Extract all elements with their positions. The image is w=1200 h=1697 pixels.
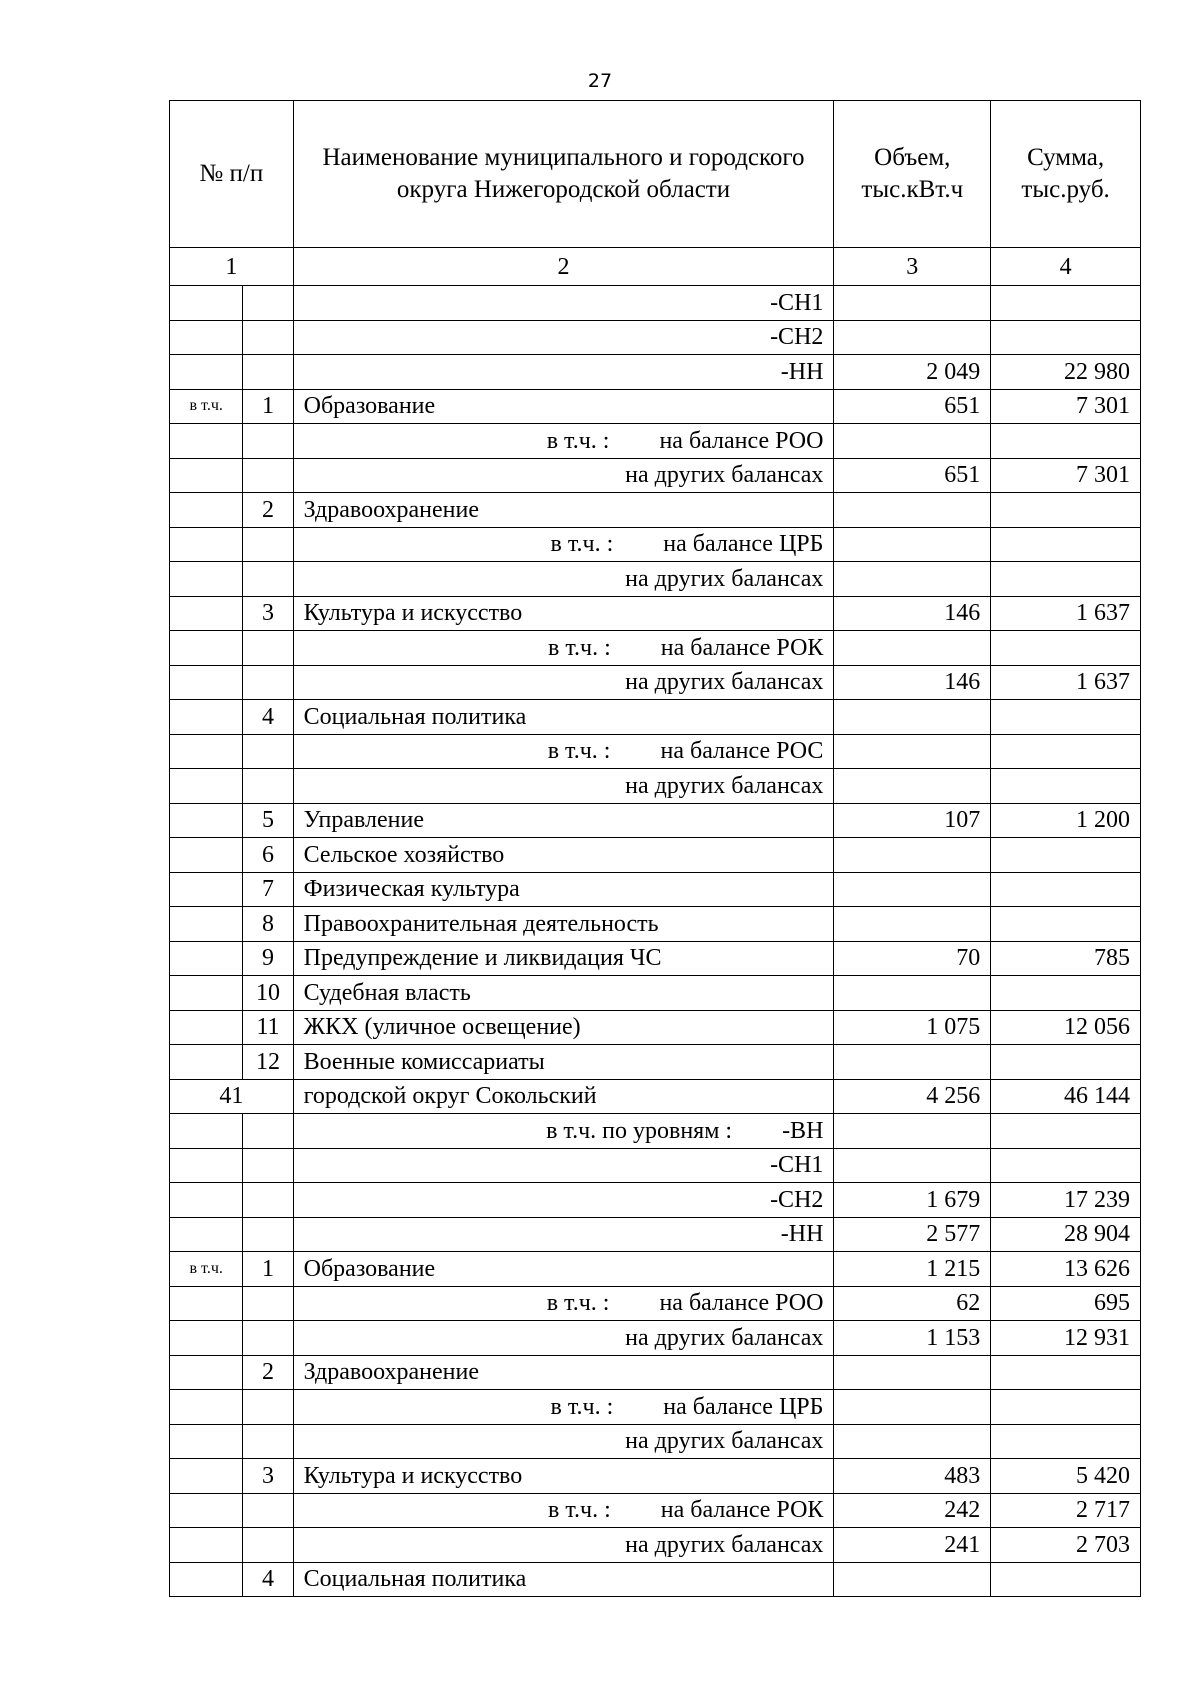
row-sum — [991, 1424, 1141, 1459]
row-name: Здравоохранение — [293, 1355, 834, 1390]
row-index — [243, 458, 293, 493]
table-body — [170, 101, 1141, 1597]
row-sum — [991, 1390, 1141, 1425]
row-sublabel — [293, 1286, 834, 1321]
row-level-label: на других балансах — [293, 769, 834, 804]
row-index: 5 — [243, 803, 293, 838]
header-sum: Сумма, тыс.руб. — [991, 101, 1141, 248]
table-row — [170, 872, 1141, 907]
row-prefix: в т.ч. — [170, 389, 243, 424]
row-sum: 2 717 — [991, 1493, 1141, 1528]
row-name: Культура и искусство — [293, 596, 834, 631]
row-name: Здравоохранение — [293, 493, 834, 528]
row-sum: 28 904 — [991, 1217, 1141, 1252]
row-index: 8 — [243, 907, 293, 942]
table-row — [170, 700, 1141, 735]
row-volume: 146 — [834, 596, 991, 631]
table-row — [170, 1148, 1141, 1183]
table-row — [170, 1183, 1141, 1218]
row-index: 3 — [243, 596, 293, 631]
row-prefix — [170, 1148, 243, 1183]
row-sublabel-wrap — [304, 530, 824, 558]
header-no: № п/п — [170, 101, 294, 248]
row-sum — [991, 424, 1141, 459]
row-prefix — [170, 700, 243, 735]
table-row — [170, 527, 1141, 562]
row-name: Социальная политика — [293, 700, 834, 735]
row-index — [243, 355, 293, 390]
row-prefix — [170, 1562, 243, 1597]
row-volume: 242 — [834, 1493, 991, 1528]
table-row — [170, 665, 1141, 700]
row-sum: 46 144 — [991, 1079, 1141, 1114]
row-sub-prefix: в т.ч. : — [547, 738, 611, 765]
row-group-index: 41 — [170, 1079, 294, 1114]
row-level-label: -СН1 — [293, 1148, 834, 1183]
row-name: Судебная власть — [293, 976, 834, 1011]
row-volume — [834, 1114, 991, 1149]
row-sum — [991, 320, 1141, 355]
row-name: ЖКХ (уличное освещение) — [293, 1010, 834, 1045]
row-sum: 13 626 — [991, 1252, 1141, 1287]
row-sublabel-wrap — [304, 1393, 824, 1421]
row-sub-label: на балансе ЦРБ — [663, 1393, 824, 1420]
row-volume: 483 — [834, 1459, 991, 1494]
table-row — [170, 1424, 1141, 1459]
row-index — [243, 320, 293, 355]
row-prefix — [170, 907, 243, 942]
header-name: Наименование муниципального и городского округа Нижегородской области — [293, 101, 834, 248]
table-row — [170, 320, 1141, 355]
header-volume: Объем, тыс.кВт.ч — [834, 101, 991, 248]
row-level-label: на других балансах — [293, 1321, 834, 1356]
table-row — [170, 1217, 1141, 1252]
row-name: Физическая культура — [293, 872, 834, 907]
row-sum: 12 931 — [991, 1321, 1141, 1356]
table-row — [170, 596, 1141, 631]
row-volume — [834, 1355, 991, 1390]
row-volume — [834, 1424, 991, 1459]
table-row — [170, 1355, 1141, 1390]
row-index — [243, 631, 293, 666]
row-sub-label: на балансе РОО — [659, 427, 824, 454]
row-sum: 1 200 — [991, 803, 1141, 838]
row-index — [243, 527, 293, 562]
row-sub-label: на балансе РОК — [660, 1497, 824, 1524]
row-sum — [991, 1045, 1141, 1080]
row-sum — [991, 1114, 1141, 1149]
row-sum: 22 980 — [991, 355, 1141, 390]
row-volume — [834, 907, 991, 942]
row-prefix — [170, 1114, 243, 1149]
table-row — [170, 1286, 1141, 1321]
row-index — [243, 665, 293, 700]
table-row — [170, 631, 1141, 666]
row-prefix — [170, 665, 243, 700]
row-prefix — [170, 527, 243, 562]
row-index: 2 — [243, 493, 293, 528]
energy-consumption-table — [169, 100, 1141, 1597]
table-row — [170, 389, 1141, 424]
row-sublabel-wrap — [304, 634, 824, 662]
row-level-label: -СН2 — [293, 320, 834, 355]
row-volume — [834, 1045, 991, 1080]
table-row — [170, 562, 1141, 597]
row-prefix: в т.ч. — [170, 1252, 243, 1287]
row-prefix — [170, 1459, 243, 1494]
row-sum — [991, 907, 1141, 942]
row-prefix — [170, 562, 243, 597]
row-prefix — [170, 286, 243, 321]
row-prefix — [170, 838, 243, 873]
row-prefix — [170, 596, 243, 631]
row-prefix — [170, 803, 243, 838]
row-prefix — [170, 941, 243, 976]
row-level-label: -СН2 — [293, 1183, 834, 1218]
row-volume — [834, 424, 991, 459]
row-prefix — [170, 1355, 243, 1390]
row-sub-prefix: в т.ч. : — [546, 427, 610, 454]
row-index: 3 — [243, 1459, 293, 1494]
row-sum — [991, 734, 1141, 769]
row-level-label: на других балансах — [293, 562, 834, 597]
row-index: 10 — [243, 976, 293, 1011]
row-index — [243, 286, 293, 321]
row-level-label: на других балансах — [293, 1424, 834, 1459]
row-volume — [834, 872, 991, 907]
row-sub-label: на балансе РОС — [660, 738, 824, 765]
row-volume: 241 — [834, 1528, 991, 1563]
row-sub-prefix: в т.ч. : — [550, 1393, 614, 1420]
row-sublabel-wrap — [304, 1496, 824, 1524]
row-sum — [991, 872, 1141, 907]
row-volume — [834, 976, 991, 1011]
row-index — [243, 1390, 293, 1425]
row-sub-label: на балансе ЦРБ — [663, 531, 824, 558]
row-sum — [991, 1562, 1141, 1597]
row-sum: 17 239 — [991, 1183, 1141, 1218]
row-volume: 107 — [834, 803, 991, 838]
row-level-label: на других балансах — [293, 665, 834, 700]
row-sublabel-wrap — [304, 427, 824, 455]
row-index — [243, 769, 293, 804]
row-level-label: на других балансах — [293, 458, 834, 493]
row-index — [243, 1528, 293, 1563]
row-level-label: на других балансах — [293, 1528, 834, 1563]
row-sub-prefix: в т.ч. : — [548, 1497, 611, 1524]
row-index — [243, 1424, 293, 1459]
row-prefix — [170, 1217, 243, 1252]
row-sublabel — [293, 1390, 834, 1425]
row-sub-prefix: в т.ч. по уровням : — [546, 1117, 733, 1144]
row-volume — [834, 769, 991, 804]
row-sum — [991, 1355, 1141, 1390]
table-row — [170, 1493, 1141, 1528]
table-row — [170, 1010, 1141, 1045]
row-prefix — [170, 976, 243, 1011]
row-sum — [991, 631, 1141, 666]
row-prefix — [170, 1045, 243, 1080]
row-index — [243, 1114, 293, 1149]
row-name: Образование — [293, 1252, 834, 1287]
row-name: городской округ Сокольский — [293, 1079, 834, 1114]
row-volume — [834, 838, 991, 873]
row-sublabel — [293, 1114, 834, 1149]
row-index: 7 — [243, 872, 293, 907]
table-row — [170, 803, 1141, 838]
row-name: Образование — [293, 389, 834, 424]
table-header-row — [170, 101, 1141, 248]
row-index: 4 — [243, 1562, 293, 1597]
column-number: 2 — [293, 248, 834, 286]
column-number: 1 — [170, 248, 294, 286]
row-sub-label: на балансе РОО — [659, 1290, 824, 1317]
row-prefix — [170, 1286, 243, 1321]
table-row — [170, 1459, 1141, 1494]
row-sublabel-wrap — [304, 1289, 824, 1317]
row-prefix — [170, 355, 243, 390]
row-sublabel — [293, 527, 834, 562]
row-index: 4 — [243, 700, 293, 735]
row-sublabel-wrap — [304, 737, 824, 765]
table-row — [170, 907, 1141, 942]
row-sub-prefix: в т.ч. : — [546, 1290, 610, 1317]
row-name: Культура и искусство — [293, 1459, 834, 1494]
column-number: 4 — [991, 248, 1141, 286]
table-row — [170, 838, 1141, 873]
row-sum: 1 637 — [991, 665, 1141, 700]
row-sum — [991, 838, 1141, 873]
table-row — [170, 1562, 1141, 1597]
row-prefix — [170, 1183, 243, 1218]
row-volume: 651 — [834, 458, 991, 493]
table-row — [170, 286, 1141, 321]
row-sub-prefix: в т.ч. : — [548, 634, 611, 661]
row-sub-prefix: в т.ч. : — [550, 531, 614, 558]
row-volume — [834, 320, 991, 355]
row-prefix — [170, 1390, 243, 1425]
row-level-label: -СН1 — [293, 286, 834, 321]
row-volume: 2 049 — [834, 355, 991, 390]
table-row — [170, 458, 1141, 493]
page-number: 27 — [587, 70, 613, 92]
row-volume — [834, 527, 991, 562]
row-sum: 7 301 — [991, 389, 1141, 424]
row-sum — [991, 769, 1141, 804]
row-sum — [991, 1148, 1141, 1183]
table-row — [170, 355, 1141, 390]
row-index: 11 — [243, 1010, 293, 1045]
row-index — [243, 1493, 293, 1528]
row-index — [243, 424, 293, 459]
table-row — [170, 976, 1141, 1011]
row-prefix — [170, 872, 243, 907]
table-row — [170, 424, 1141, 459]
row-volume: 1 153 — [834, 1321, 991, 1356]
table-row — [170, 1528, 1141, 1563]
row-volume: 4 256 — [834, 1079, 991, 1114]
row-sublabel — [293, 424, 834, 459]
row-volume — [834, 700, 991, 735]
row-prefix — [170, 458, 243, 493]
row-prefix — [170, 1528, 243, 1563]
row-prefix — [170, 1493, 243, 1528]
row-level-label: -НН — [293, 1217, 834, 1252]
row-prefix — [170, 424, 243, 459]
row-sum — [991, 286, 1141, 321]
row-name: Правоохранительная деятельность — [293, 907, 834, 942]
row-prefix — [170, 734, 243, 769]
row-volume: 62 — [834, 1286, 991, 1321]
row-sublabel-wrap — [304, 1117, 824, 1145]
row-sublabel — [293, 631, 834, 666]
row-index: 12 — [243, 1045, 293, 1080]
row-sum — [991, 700, 1141, 735]
row-sum — [991, 493, 1141, 528]
row-sum: 2 703 — [991, 1528, 1141, 1563]
row-volume — [834, 1148, 991, 1183]
row-sum — [991, 976, 1141, 1011]
row-index — [243, 1321, 293, 1356]
table-row — [170, 1390, 1141, 1425]
row-sub-label: -ВН — [782, 1117, 824, 1144]
row-volume — [834, 493, 991, 528]
row-prefix — [170, 493, 243, 528]
row-volume: 1 075 — [834, 1010, 991, 1045]
row-sum — [991, 562, 1141, 597]
row-volume — [834, 1562, 991, 1597]
row-name: Предупреждение и ликвидация ЧС — [293, 941, 834, 976]
table-row — [170, 1079, 1141, 1114]
row-sublabel — [293, 1493, 834, 1528]
row-index — [243, 734, 293, 769]
row-sum: 7 301 — [991, 458, 1141, 493]
row-index — [243, 1286, 293, 1321]
table-row — [170, 493, 1141, 528]
row-level-label: -НН — [293, 355, 834, 390]
table-row — [170, 1114, 1141, 1149]
row-volume: 70 — [834, 941, 991, 976]
row-index: 1 — [243, 1252, 293, 1287]
row-volume: 2 577 — [834, 1217, 991, 1252]
row-index: 1 — [243, 389, 293, 424]
row-sum — [991, 527, 1141, 562]
row-index: 6 — [243, 838, 293, 873]
row-sum: 695 — [991, 1286, 1141, 1321]
row-volume — [834, 562, 991, 597]
table-row — [170, 1321, 1141, 1356]
row-prefix — [170, 1424, 243, 1459]
row-index — [243, 1148, 293, 1183]
column-numbers-row — [170, 248, 1141, 286]
row-prefix — [170, 320, 243, 355]
row-sum: 5 420 — [991, 1459, 1141, 1494]
row-volume: 1 215 — [834, 1252, 991, 1287]
row-name: Социальная политика — [293, 1562, 834, 1597]
row-name: Военные комиссариаты — [293, 1045, 834, 1080]
row-volume: 146 — [834, 665, 991, 700]
row-name: Управление — [293, 803, 834, 838]
row-prefix — [170, 769, 243, 804]
row-prefix — [170, 631, 243, 666]
column-number: 3 — [834, 248, 991, 286]
row-volume — [834, 286, 991, 321]
row-index — [243, 1217, 293, 1252]
row-sum: 785 — [991, 941, 1141, 976]
table-row — [170, 734, 1141, 769]
row-index: 2 — [243, 1355, 293, 1390]
row-volume — [834, 734, 991, 769]
row-sum: 12 056 — [991, 1010, 1141, 1045]
row-sum: 1 637 — [991, 596, 1141, 631]
table-row — [170, 1252, 1141, 1287]
row-volume — [834, 1390, 991, 1425]
row-sub-label: на балансе РОК — [660, 634, 824, 661]
row-index — [243, 562, 293, 597]
row-index: 9 — [243, 941, 293, 976]
row-volume: 651 — [834, 389, 991, 424]
row-sublabel — [293, 734, 834, 769]
row-prefix — [170, 1010, 243, 1045]
row-name: Сельское хозяйство — [293, 838, 834, 873]
row-volume — [834, 631, 991, 666]
row-index — [243, 1183, 293, 1218]
table-row — [170, 1045, 1141, 1080]
row-prefix — [170, 1321, 243, 1356]
table-row — [170, 769, 1141, 804]
row-volume: 1 679 — [834, 1183, 991, 1218]
table-row — [170, 941, 1141, 976]
